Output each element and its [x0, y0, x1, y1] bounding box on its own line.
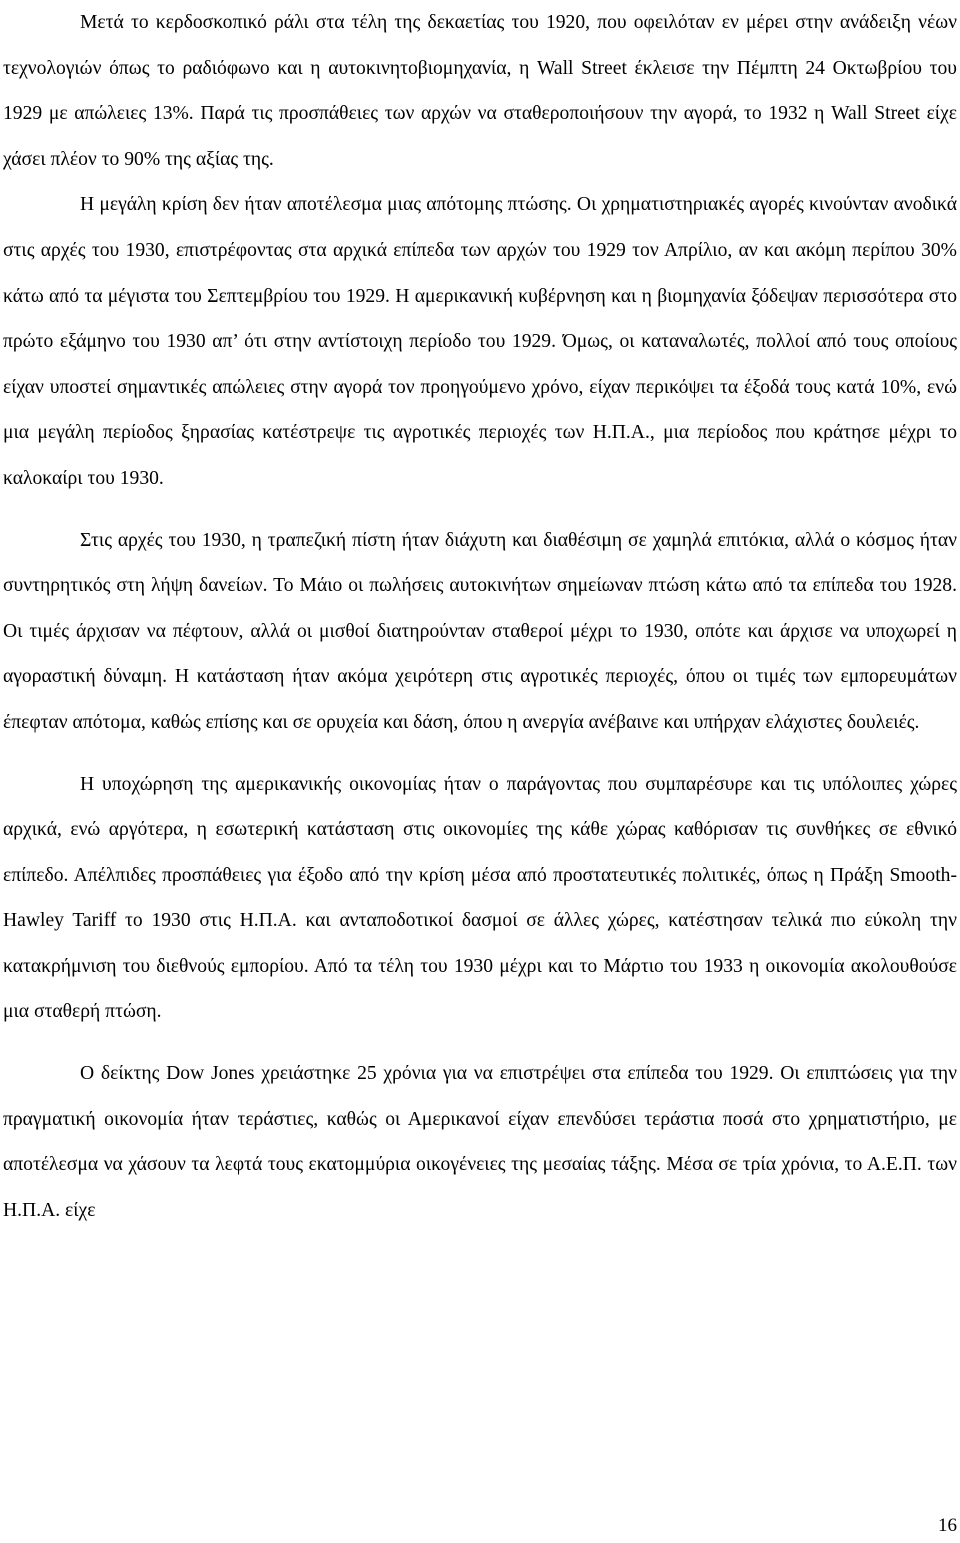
document-body: [3, 0, 957, 1233]
paragraph-2: Η μεγάλη κρίση δεν ήταν αποτέλεσμα μιας απότομης πτώσης. Οι χρηματιστηριακές αγορές κινούνταν ανοδικά στις αρχές του 1930, επιστρέφοντας στα αρχικά επίπεδα των αρχών του 1929 τον Απρίλιο, αν και ακόμη περίπου 30% κάτω από τα μέγιστα του Σεπτεμβρίου του 1929. Η αμερικανική κυβέρνηση και η βιομηχανία ξόδεψαν περισσότερα στο πρώτο εξάμηνο του 1930 απ’ ότι στην αντίστοιχη περίοδο του 1929. Όμως, οι καταναλωτές, πολλοί από τους οποίους είχαν υποστεί σημαντικές απώλειες στην αγορά τον προηγούμενο χρόνο, είχαν περικόψει τα έξοδά τους κατά 10%, ενώ μια μεγάλη περίοδος ξηρασίας κατέστρεψε τις αγροτικές περιοχές των Η.Π.Α., μια περίοδος που κράτησε μέχρι το καλοκαίρι του 1930.: [3, 194, 957, 489]
paragraph-3: Στις αρχές του 1930, η τραπεζική πίστη ήταν διάχυτη και διαθέσιμη σε χαμηλά επιτόκια, αλλά ο κόσμος ήταν συντηρητικός στη λήψη δανείων. Το Μάιο οι πωλήσεις αυτοκινήτων σημείωναν πτώση κάτω από τα επίπεδα του 1928. Οι τιμές άρχισαν να πέφτουν, αλλά οι μισθοί διατηρούνταν σταθεροί μέχρι το 1930, οπότε και άρχισε να υποχωρεί η αγοραστική δύναμη. Η κατάσταση ήταν ακόμα χειρότερη στις αγροτικές περιοχές, όπου οι τιμές των εμπορευμάτων έπεφταν απότομα, καθώς επίσης και σε ορυχεία και δάση, όπου η ανεργία ανέβαινε και υπήρχαν ελάχιστες δουλειές.: [3, 529, 957, 733]
page-number: 16: [938, 1515, 957, 1536]
paragraph-4: Η υποχώρηση της αμερικανικής οικονομίας ήταν ο παράγοντας που συμπαρέσυρε και τις υπόλοιπες χώρες αρχικά, ενώ αργότερα, η εσωτερική κατάσταση στις οικονομίες της κάθε χώρας καθόρισαν τις συνθήκες σε εθνικό επίπεδο. Απέλπιδες προσπάθειες για έξοδο από την κρίση μέσα από προστατευτικές πολιτικές, όπως η Πράξη Smooth-Hawley Tariff το 1930 στις Η.Π.Α. και ανταποδοτικοί δασμοί σε άλλες χώρες, κατέστησαν τελικά πιο εύκολη την κατακρήμνιση του διεθνούς εμπορίου. Από τα τέλη του 1930 μέχρι και το Μάρτιο του 1933 η οικονομία ακολουθούσε μια σταθερή πτώση.: [3, 773, 957, 1023]
paragraph-5: Ο δείκτης Dow Jones χρειάστηκε 25 χρόνια για να επιστρέψει στα επίπεδα του 1929. Οι επιπτώσεις για την πραγματική οικονομία ήταν τεράστιες, καθώς οι Αμερικανοί είχαν επενδύσει τεράστια ποσά στο χρηματιστήριο, με αποτέλεσμα να χάσουν τα λεφτά τους εκατομμύρια οικογένειες της μεσαίας τάξης. Μέσα σε τρία χρόνια, το Α.Ε.Π. των Η.Π.Α. είχε: [3, 1063, 957, 1221]
paragraph-1: Μετά το κερδοσκοπικό ράλι στα τέλη της δεκαετίας του 1920, που οφειλόταν εν μέρει στην ανάδειξη νέων τεχνολογιών όπως το ραδιόφωνο και η αυτοκινητοβιομηχανία, η Wall Street έκλεισε την Πέμπτη 24 Οκτωβρίου του 1929 με απώλειες 13%. Παρά τις προσπάθειες των αρχών να σταθεροποιήσουν την αγορά, το 1932 η Wall Street είχε χάσει πλέον το 90% της αξίας της.: [3, 12, 957, 170]
